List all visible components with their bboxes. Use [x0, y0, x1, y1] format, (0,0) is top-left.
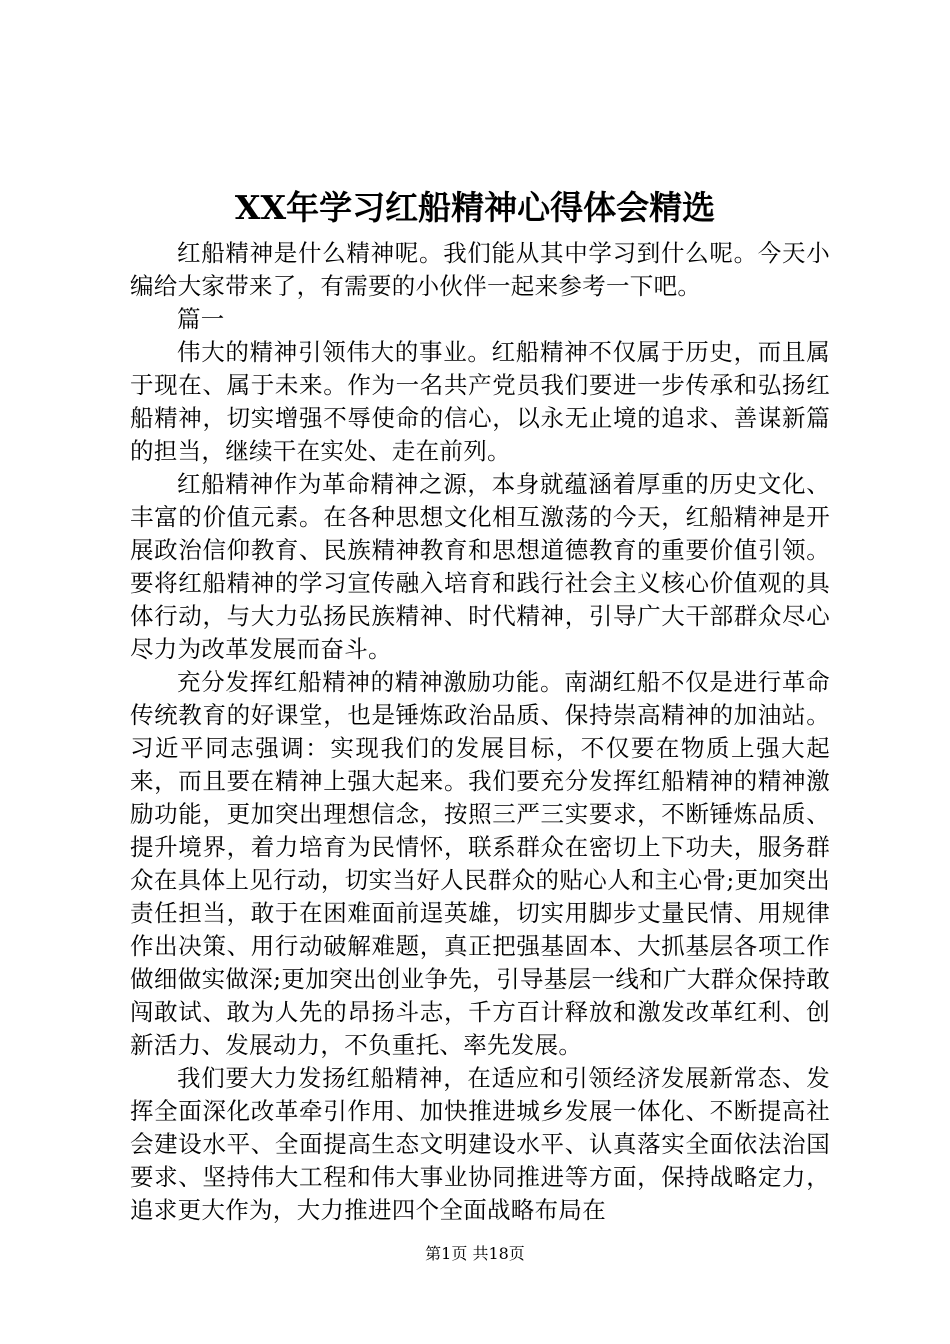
document-title: XX年学习红船精神心得体会精选 — [234, 188, 716, 227]
document-body — [130, 237, 830, 1227]
intro-paragraph: 红船精神是什么精神呢。我们能从其中学习到什么呢。今天小编给大家带来了，有需要的小伙伴一起来参考一下吧。 — [130, 239, 830, 300]
section-heading: 篇一 — [177, 305, 225, 333]
body-paragraph: 我们要大力发扬红船精神，在适应和引领经济发展新常态、发挥全面深化改革牵引作用、加快推进城乡发展一体化、不断提高社会建设水平、全面提高生态文明建设水平、认真落实全面依法治国要求、坚持伟大工程和伟大事业协同推进等方面，保持战略定力，追求更大作为，大力推进四个全面战略布局在 — [130, 1064, 830, 1224]
page-number-footer: 第1页 共18页 — [425, 1244, 525, 1263]
body-paragraph: 伟大的精神引领伟大的事业。红船精神不仅属于历史，而且属于现在、属于未来。作为一名共产党员我们要进一步传承和弘扬红船精神，切实增强不辱使命的信心，以永无止境的追求、善谋新篇的担当，继续干在实处、走在前列。 — [130, 338, 830, 465]
body-paragraph: 红船精神作为革命精神之源，本身就蕴涵着厚重的历史文化、丰富的价值元素。在各种思想文化相互激荡的今天，红船精神是开展政治信仰教育、民族精神教育和思想道德教育的重要价值引领。要将红船精神的学习宣传融入培育和践行社会主义核心价值观的具体行动，与大力弘扬民族精神、时代精神，引导广大干部群众尽心尽力为改革发展而奋斗。 — [130, 470, 830, 663]
body-paragraph: 充分发挥红船精神的精神激励功能。南湖红船不仅是进行革命传统教育的好课堂，也是锤炼政治品质、保持崇高精神的加油站。习近平同志强调：实现我们的发展目标，不仅要在物质上强大起来，而且要在精神上强大起来。我们要充分发挥红船精神的精神激励功能，更加突出理想信念，按照三严三实要求，不断锤炼品质、提升境界，着力培育为民情怀，联系群众在密切上下功夫，服务群众在具体上见行动，切实当好人民群众的贴心人和主心骨;更加突出责任担当，敢于在困难面前逞英雄，切实用脚步丈量民情、用规律作出决策、用行动破解难题，真正把强基固本、大抓基层各项工作做细做实做深;更加突出创业争先，引导基层一线和广大群众保持敢闯敢试、敢为人先的昂扬斗志，千方百计释放和激发改革红利、创新活力、发展动力，不负重托、率先发展。 — [130, 668, 830, 1059]
